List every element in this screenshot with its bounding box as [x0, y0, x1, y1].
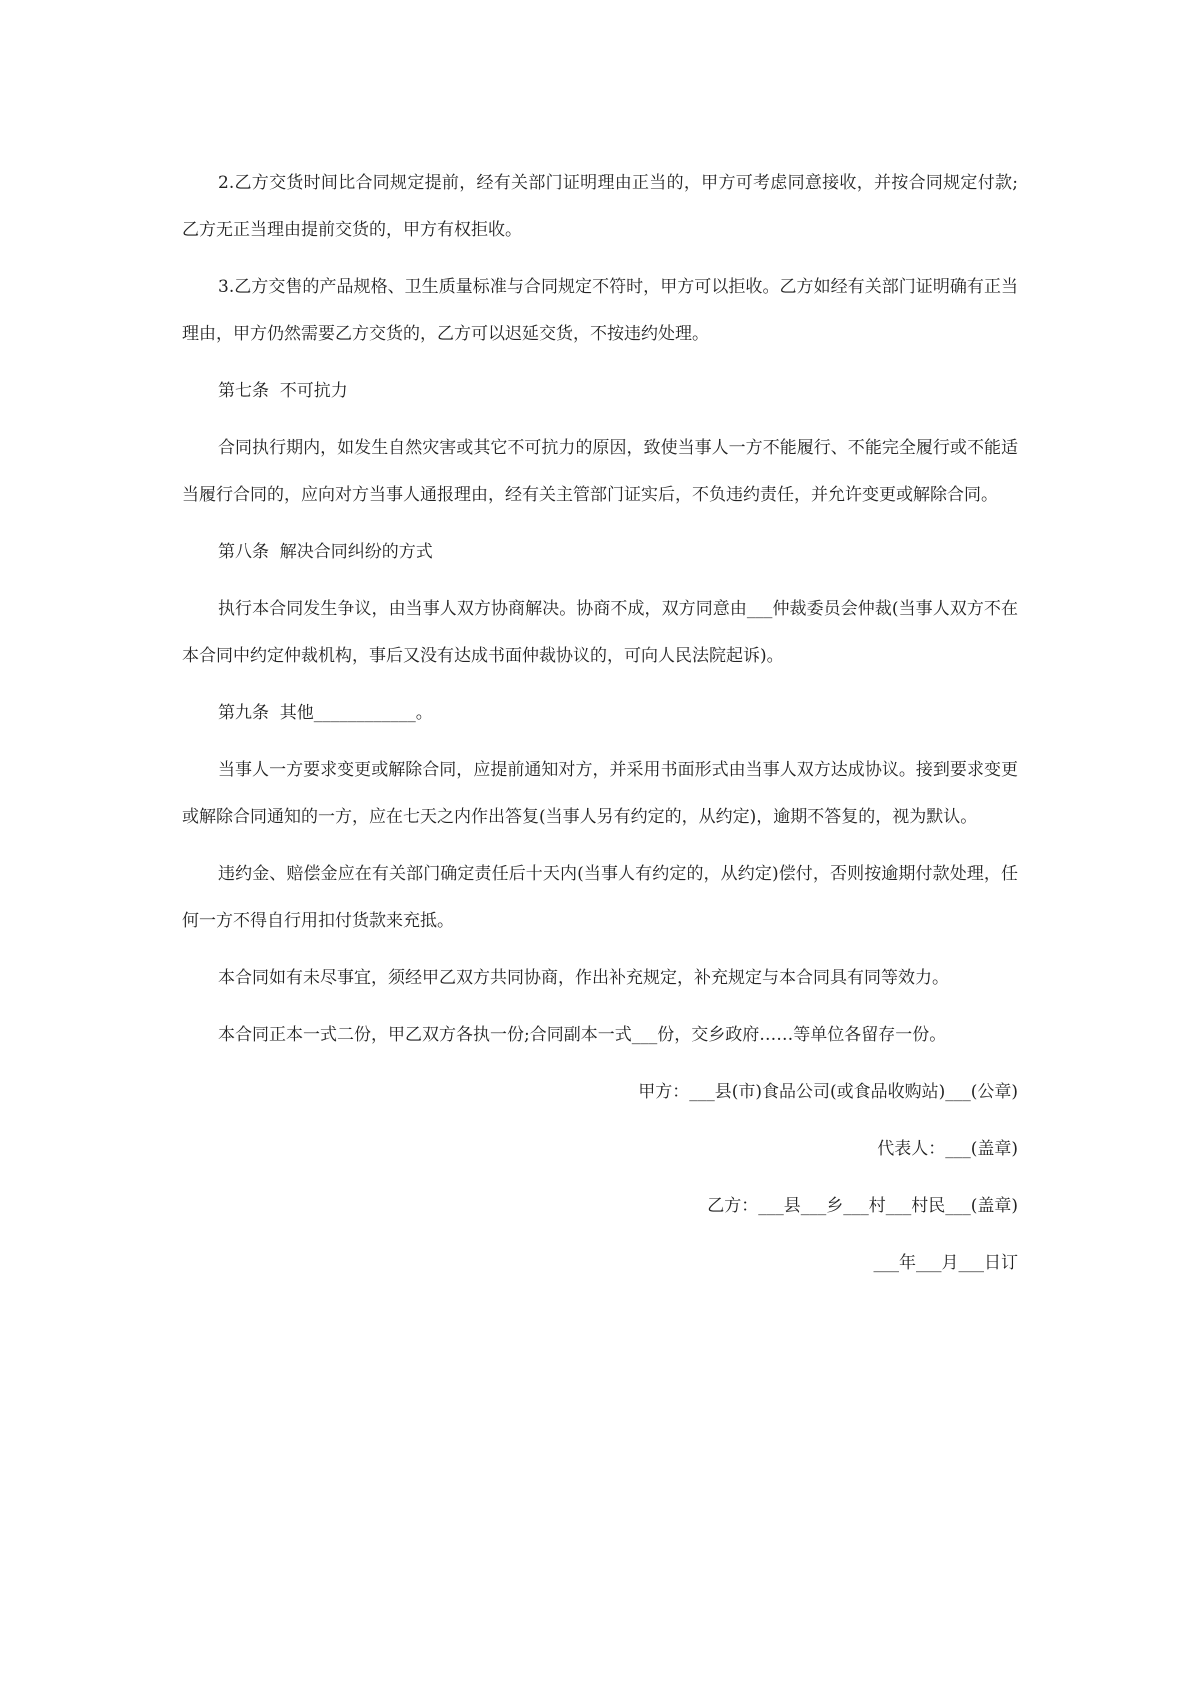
signature-party-b: 乙方：___县___乡___村___村民___(盖章)	[707, 1196, 1018, 1216]
signature-representative: 代表人：___(盖章)	[877, 1139, 1018, 1159]
clause-nonconforming-goods: 3.乙方交售的产品规格、卫生质量标准与合同规定不符时，甲方可以拒收。乙方如经有关部门证明确有正当理由，甲方仍然需要乙方交货的，乙方可以迟延交货，不按违约处理。	[182, 277, 1018, 344]
clause-early-delivery: 2.乙方交货时间比合同规定提前，经有关部门证明理由正当的，甲方可考虑同意接收，并按合同规定付款;乙方无正当理由提前交货的，甲方有权拒收。	[182, 173, 1018, 240]
document-content	[182, 160, 1018, 1297]
clause-supplementary: 本合同如有未尽事宜，须经甲乙双方共同协商，作出补充规定，补充规定与本合同具有同等效力。	[218, 968, 949, 988]
article-8-body: 执行本合同发生争议，由当事人双方协商解决。协商不成，双方同意由___仲裁委员会仲裁(当事人双方不在本合同中约定仲裁机构，事后又没有达成书面仲裁协议的，可向人民法院起诉)。	[182, 599, 1018, 666]
signature-date: ___年___月___日订	[873, 1253, 1018, 1273]
article-7-body: 合同执行期内，如发生自然灾害或其它不可抗力的原因，致使当事人一方不能履行、不能完全履行或不能适当履行合同的，应向对方当事人通报理由，经有关主管部门证实后，不负违约责任，并允许变更或解除合同。	[182, 438, 1018, 505]
clause-penalty-payment: 违约金、赔偿金应在有关部门确定责任后十天内(当事人有约定的，从约定)偿付，否则按逾期付款处理，任何一方不得自行用扣付货款来充抵。	[182, 864, 1018, 931]
article-9-heading: 第九条 其他____________。	[218, 703, 433, 723]
signature-party-a: 甲方：___县(市)食品公司(或食品收购站)___(公章)	[638, 1082, 1018, 1102]
article-7-heading: 第七条 不可抗力	[218, 381, 348, 401]
clause-modification: 当事人一方要求变更或解除合同，应提前通知对方，并采用书面形式由当事人双方达成协议。接到要求变更或解除合同通知的一方，应在七天之内作出答复(当事人另有约定的，从约定)，逾期不答复的，视为默认。	[182, 760, 1018, 827]
article-8-heading: 第八条 解决合同纠纷的方式	[218, 542, 433, 562]
clause-copies: 本合同正本一式二份，甲乙双方各执一份;合同副本一式___份，交乡政府……等单位各留存一份。	[218, 1025, 947, 1045]
